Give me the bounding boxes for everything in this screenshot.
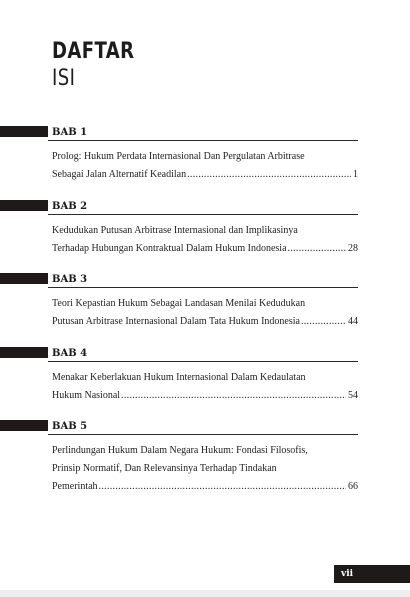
- toc-entry[interactable]: [52, 442, 358, 496]
- chapter-label: BAB 3: [52, 274, 88, 285]
- leader-dots: [121, 387, 346, 405]
- toc-entry[interactable]: [52, 222, 358, 258]
- toc-entry[interactable]: [52, 148, 358, 184]
- toc-entry[interactable]: [52, 369, 358, 405]
- chapter-label: BAB 5: [52, 421, 88, 432]
- chapter-marker-bar: [0, 273, 48, 284]
- entry-text-line: Hukum Nasional: [52, 390, 121, 401]
- entry-text-line: Putusan Arbitrase Internasional Dalam Tata Hukum Indonesia: [52, 316, 300, 327]
- entry-text-line: Sebagai Jalan Alternatif Keadilan: [52, 169, 187, 180]
- chapter-divider: [48, 361, 358, 362]
- entry-text-line: Perlindungan Hukum Dalam Negara Hukum: Fondasi Filosofis,: [52, 445, 308, 456]
- footer-page-number: vii: [341, 569, 354, 579]
- chapter-divider: [48, 214, 358, 215]
- leader-dots: [288, 240, 346, 258]
- chapter-marker-bar: [0, 200, 48, 211]
- leader-dots: [99, 478, 346, 496]
- chapter-marker-bar: [0, 126, 48, 137]
- entry-text-line: Kedudukan Putusan Arbitrase Internasional dan Implikasinya: [52, 225, 298, 236]
- leader-dots: [187, 166, 351, 184]
- chapter-label: BAB 4: [52, 348, 88, 359]
- entry-page-number: 54: [348, 390, 358, 401]
- entry-text-line: Prinsip Normatif, Dan Relevansinya Terhadap Tindakan: [52, 463, 277, 474]
- chapter-marker-bar: [0, 347, 48, 358]
- entry-last-line: [52, 313, 358, 331]
- entry-page-number: 44: [348, 316, 358, 327]
- entry-last-line: [52, 387, 358, 405]
- chapter-divider: [48, 140, 358, 141]
- entry-text-line: Menakar Keberlakuan Hukum Internasional Dalam Kedaulatan: [52, 372, 306, 383]
- entry-text-line: Terhadap Hubungan Kontraktual Dalam Hukum Indonesia: [52, 243, 287, 254]
- chapter-label: BAB 1: [52, 127, 88, 138]
- toc-title-line2: ISI: [52, 66, 76, 91]
- entry-text-line: Teori Kepastian Hukum Sebagai Landasan Menilai Kedudukan: [52, 298, 306, 309]
- chapter-divider: [48, 434, 358, 435]
- entry-last-line: [52, 478, 358, 496]
- entry-text-line: Pemerintah: [52, 481, 98, 492]
- entry-last-line: [52, 240, 358, 258]
- page-bottom-edge: [0, 590, 410, 597]
- entry-last-line: [52, 166, 358, 184]
- leader-dots: [301, 313, 346, 331]
- toc-title-line1: DAFTAR: [52, 39, 135, 64]
- entry-page-number: 66: [348, 481, 358, 492]
- toc-entry[interactable]: [52, 295, 358, 331]
- chapter-divider: [48, 287, 358, 288]
- entry-page-number: 28: [348, 243, 358, 254]
- toc-title: [52, 38, 153, 92]
- chapter-label: BAB 2: [52, 201, 88, 212]
- chapter-marker-bar: [0, 420, 48, 431]
- entry-page-number: 1: [353, 169, 358, 180]
- entry-text-line: Prolog: Hukum Perdata Internasional Dan Pergulatan Arbitrase: [52, 151, 305, 162]
